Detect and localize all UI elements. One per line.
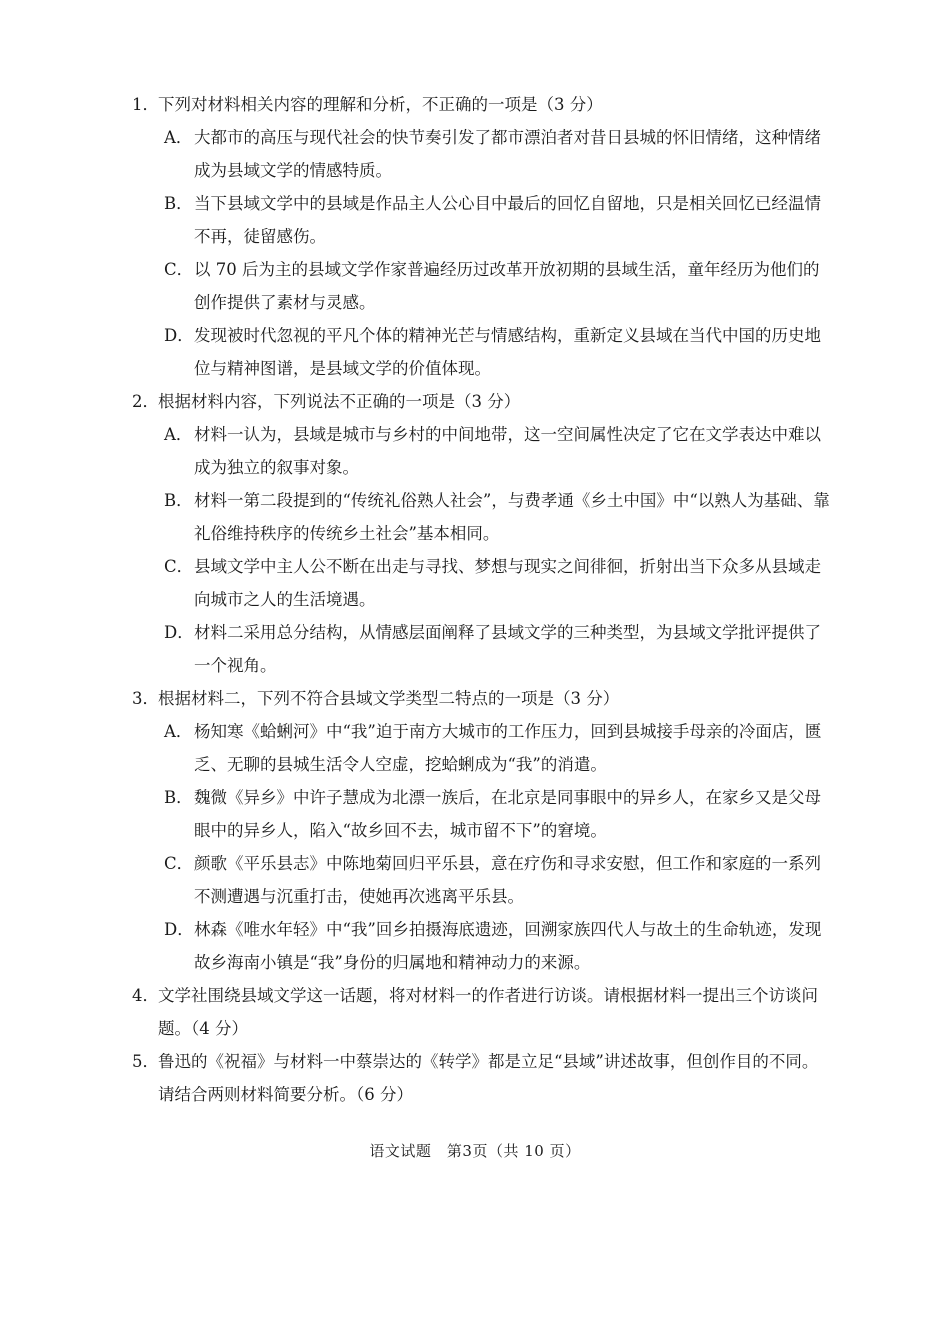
- question-2: [132, 385, 832, 682]
- option-letter: A．: [164, 425, 193, 444]
- question-stem: [132, 979, 832, 1045]
- option-letter: B．: [164, 491, 193, 510]
- option-list: [132, 715, 832, 979]
- option-letter: D．: [164, 623, 194, 642]
- option-text: 发现被时代忽视的平凡个体的精神光芒与情感结构，重新定义县域在当代中国的历史地位与精神图谱，是县域文学的价值体现。: [194, 326, 821, 378]
- question-3: [132, 682, 832, 979]
- question-number: 1．: [132, 95, 159, 114]
- option-letter: B．: [164, 194, 193, 213]
- option-text: 县域文学中主人公不断在出走与寻找、梦想与现实之间徘徊，折射出当下众多从县域走向城市之人的生活境遇。: [194, 557, 821, 609]
- option-letter: C．: [164, 557, 194, 576]
- option-letter: C．: [164, 854, 194, 873]
- question-stem: [132, 682, 832, 715]
- question-5: [132, 1045, 832, 1111]
- option-text: 杨知寒《蛤蜊河》中“我”迫于南方大城市的工作压力，回到县城接手母亲的冷面店，匮乏、无聊的县城生活令人空虚，挖蛤蜊成为“我”的消遣。: [194, 722, 822, 774]
- option-text: 大都市的高压与现代社会的快节奏引发了都市漂泊者对昔日县城的怀旧情绪，这种情绪成为县域文学的情感特质。: [194, 128, 821, 180]
- question-number: 5．: [132, 1052, 159, 1071]
- option-text: 颜歌《平乐县志》中陈地菊回归平乐县，意在疗伤和寻求安慰，但工作和家庭的一系列不测遭遇与沉重打击，使她再次逃离平乐县。: [194, 854, 821, 906]
- option-text: 材料一认为，县域是城市与乡村的中间地带，这一空间属性决定了它在文学表达中难以成为独立的叙事对象。: [194, 425, 821, 477]
- option-c: [164, 847, 832, 913]
- option-text: 以 70 后为主的县域文学作家普遍经历过改革开放初期的县域生活，童年经历为他们的创作提供了素材与灵感。: [194, 260, 820, 312]
- question-text: 鲁迅的《祝福》与材料一中蔡崇达的《转学》都是立足“县域”讲述故事，但创作目的不同。请结合两则材料简要分析。（6 分）: [158, 1052, 819, 1104]
- option-a: [164, 121, 832, 187]
- option-a: [164, 715, 832, 781]
- question-stem: [132, 385, 832, 418]
- question-text: 文学社围绕县域文学这一话题，将对材料一的作者进行访谈。请根据材料一提出三个访谈问题。（4 分）: [158, 986, 818, 1038]
- option-b: [164, 781, 832, 847]
- option-letter: D．: [164, 920, 194, 939]
- question-stem: [132, 1045, 832, 1111]
- question-list: [132, 88, 832, 1111]
- question-text: 根据材料二，下列不符合县域文学类型二特点的一项是（3 分）: [158, 689, 620, 708]
- option-b: [164, 484, 832, 550]
- option-letter: C．: [164, 260, 194, 279]
- option-list: [132, 121, 832, 385]
- option-letter: D．: [164, 326, 194, 345]
- option-text: 魏微《异乡》中许子慧成为北漂一族后，在北京是同事眼中的异乡人，在家乡又是父母眼中的异乡人，陷入“故乡回不去，城市留不下”的窘境。: [194, 788, 821, 840]
- option-letter: A．: [164, 722, 193, 741]
- option-d: [164, 616, 832, 682]
- option-text: 林森《唯水年轻》中“我”回乡拍摄海底遗迹，回溯家族四代人与故土的生命轨迹，发现故乡海南小镇是“我”身份的归属地和精神动力的来源。: [194, 920, 822, 972]
- option-c: [164, 550, 832, 616]
- option-text: 当下县域文学中的县域是作品主人公心目中最后的回忆自留地，只是相关回忆已经温情不再，徒留感伤。: [194, 194, 821, 246]
- question-text: 下列对材料相关内容的理解和分析，不正确的一项是（3 分）: [158, 95, 603, 114]
- option-letter: B．: [164, 788, 193, 807]
- option-d: [164, 913, 832, 979]
- option-c: [164, 253, 832, 319]
- question-number: 4．: [132, 986, 159, 1005]
- option-d: [164, 319, 832, 385]
- page-footer: 语文试题 第3页（共 10 页）: [369, 1142, 581, 1160]
- option-list: [132, 418, 832, 682]
- question-number: 3．: [132, 689, 159, 708]
- question-text: 根据材料内容，下列说法不正确的一项是（3 分）: [158, 392, 521, 411]
- option-b: [164, 187, 832, 253]
- option-text: 材料二采用总分结构，从情感层面阐释了县域文学的三种类型，为县域文学批评提供了一个视角。: [194, 623, 821, 675]
- option-text: 材料一第二段提到的“传统礼俗熟人社会”，与费孝通《乡土中国》中“以熟人为基础、靠礼俗维持秩序的传统乡土社会”基本相同。: [194, 491, 830, 543]
- option-a: [164, 418, 832, 484]
- question-1: [132, 88, 832, 385]
- option-letter: A．: [164, 128, 193, 147]
- question-4: [132, 979, 832, 1045]
- question-stem: [132, 88, 832, 121]
- question-number: 2．: [132, 392, 159, 411]
